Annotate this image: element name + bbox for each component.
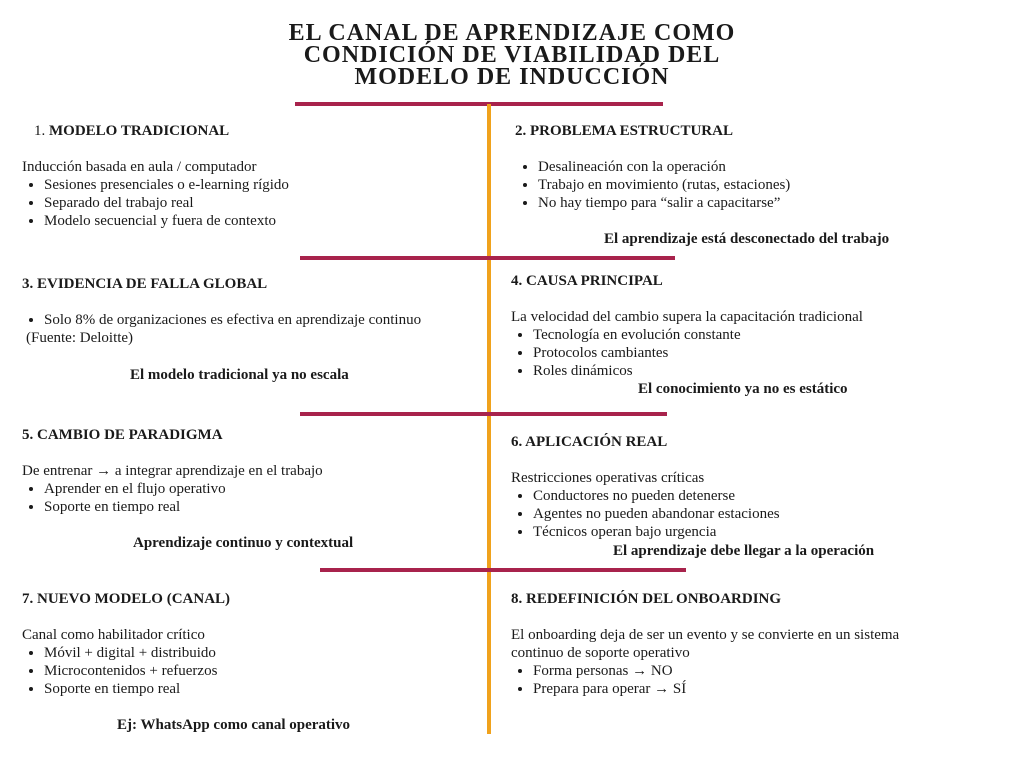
list-item: • Soporte en tiempo real	[44, 498, 323, 516]
section-1-title: MODELO TRADICIONAL	[49, 123, 230, 139]
center-axis-line	[487, 104, 491, 734]
divider-row-3	[320, 568, 686, 572]
list-item: • Sesiones presenciales o e-learning rígido	[44, 176, 289, 194]
title-line-3: MODELO DE INDUCCIÓN	[354, 64, 670, 90]
section-nuevo-modelo-canal	[22, 590, 230, 698]
section-3-heading: 3. EVIDENCIA DE FALLA GLOBAL	[22, 276, 268, 292]
section-8-heading: 8. REDEFINICIÓN DEL ONBOARDING	[511, 591, 782, 607]
list-item: • Soporte en tiempo real	[44, 680, 230, 698]
title-underline	[295, 102, 663, 106]
page-title	[0, 22, 1024, 88]
section-1-bullets	[22, 176, 289, 230]
list-item: • Móvil + digital + distribuido	[44, 644, 230, 662]
section-modelo-tradicional	[22, 122, 289, 230]
list-item: • Microcontenidos + refuerzos	[44, 662, 230, 680]
section-2-conclusion: El aprendizaje está desconectado del trabajo	[604, 231, 890, 247]
section-8-intro-line-1: El onboarding deja de ser un evento y se convierte en un sistema	[511, 627, 900, 643]
section-7-bullets	[22, 644, 230, 698]
section-5-heading: 5. CAMBIO DE PARADIGMA	[22, 427, 223, 443]
section-3-conclusion: El modelo tradicional ya no escala	[130, 367, 349, 383]
section-8-intro-line-2: continuo de soporte operativo	[511, 645, 690, 661]
section-4-heading: 4. CAUSA PRINCIPAL	[511, 273, 663, 289]
section-6-conclusion: El aprendizaje debe llegar a la operación	[613, 543, 875, 559]
list-item: • Solo 8% de organizaciones es efectiva en aprendizaje continuo	[44, 311, 421, 329]
section-2-bullets	[515, 158, 790, 212]
list-item: • Técnicos operan bajo urgencia	[533, 523, 780, 541]
divider-row-2	[300, 412, 667, 416]
section-5-conclusion: Aprendizaje continuo y contextual	[133, 535, 354, 551]
section-7-heading: 7. NUEVO MODELO (CANAL)	[22, 591, 231, 607]
section-1-heading	[34, 122, 289, 140]
section-1-intro: Inducción basada en aula / computador	[22, 159, 257, 175]
title-line-2: CONDICIÓN DE VIABILIDAD DEL	[303, 42, 721, 68]
section-6-intro: Restricciones operativas críticas	[511, 470, 705, 486]
section-1-number: 1.	[34, 123, 46, 139]
section-4-conclusion: El conocimiento ya no es estático	[638, 381, 848, 397]
section-2-heading: 2. PROBLEMA ESTRUCTURAL	[515, 123, 733, 139]
list-item: • Desalineación con la operación	[538, 158, 790, 176]
list-item: • Prepara para operar → SÍ	[533, 680, 899, 698]
section-6-bullets	[511, 487, 780, 541]
list-item: • Conductores no pueden detenerse	[533, 487, 780, 505]
section-redefinicion-onboarding	[511, 590, 899, 698]
list-item: • Protocolos cambiantes	[533, 344, 863, 362]
section-3-source: (Fuente: Deloitte)	[26, 330, 134, 346]
list-item: • Forma personas → NO	[533, 662, 899, 680]
list-item: • Tecnología en evolución constante	[533, 326, 863, 344]
divider-row-1	[300, 256, 675, 260]
section-cambio-de-paradigma	[22, 426, 323, 516]
list-item: • No hay tiempo para “salir a capacitarse”	[538, 194, 790, 212]
section-6-heading: 6. APLICACIÓN REAL	[511, 434, 668, 450]
section-causa-principal	[511, 272, 863, 380]
section-aplicacion-real	[511, 433, 780, 541]
section-5-bullets	[22, 480, 323, 516]
section-evidencia-falla-global	[22, 275, 421, 347]
list-item: • Aprender en el flujo operativo	[44, 480, 323, 498]
list-item: • Agentes no pueden abandonar estaciones	[533, 505, 780, 523]
list-item: • Modelo secuencial y fuera de contexto	[44, 212, 289, 230]
list-item: • Trabajo en movimiento (rutas, estaciones)	[538, 176, 790, 194]
section-7-intro: Canal como habilitador crítico	[22, 627, 205, 643]
section-5-intro: De entrenar → a integrar aprendizaje en el trabajo	[22, 463, 323, 479]
section-8-bullets	[511, 662, 899, 698]
section-7-conclusion: Ej: WhatsApp como canal operativo	[117, 717, 351, 733]
section-4-bullets	[511, 326, 863, 380]
list-item: • Separado del trabajo real	[44, 194, 289, 212]
section-4-intro: La velocidad del cambio supera la capacitación tradicional	[511, 309, 863, 325]
title-line-1: EL CANAL DE APRENDIZAJE COMO	[288, 20, 736, 46]
section-problema-estructural	[515, 122, 790, 212]
section-3-bullets	[22, 311, 421, 329]
list-item: • Roles dinámicos	[533, 362, 863, 380]
